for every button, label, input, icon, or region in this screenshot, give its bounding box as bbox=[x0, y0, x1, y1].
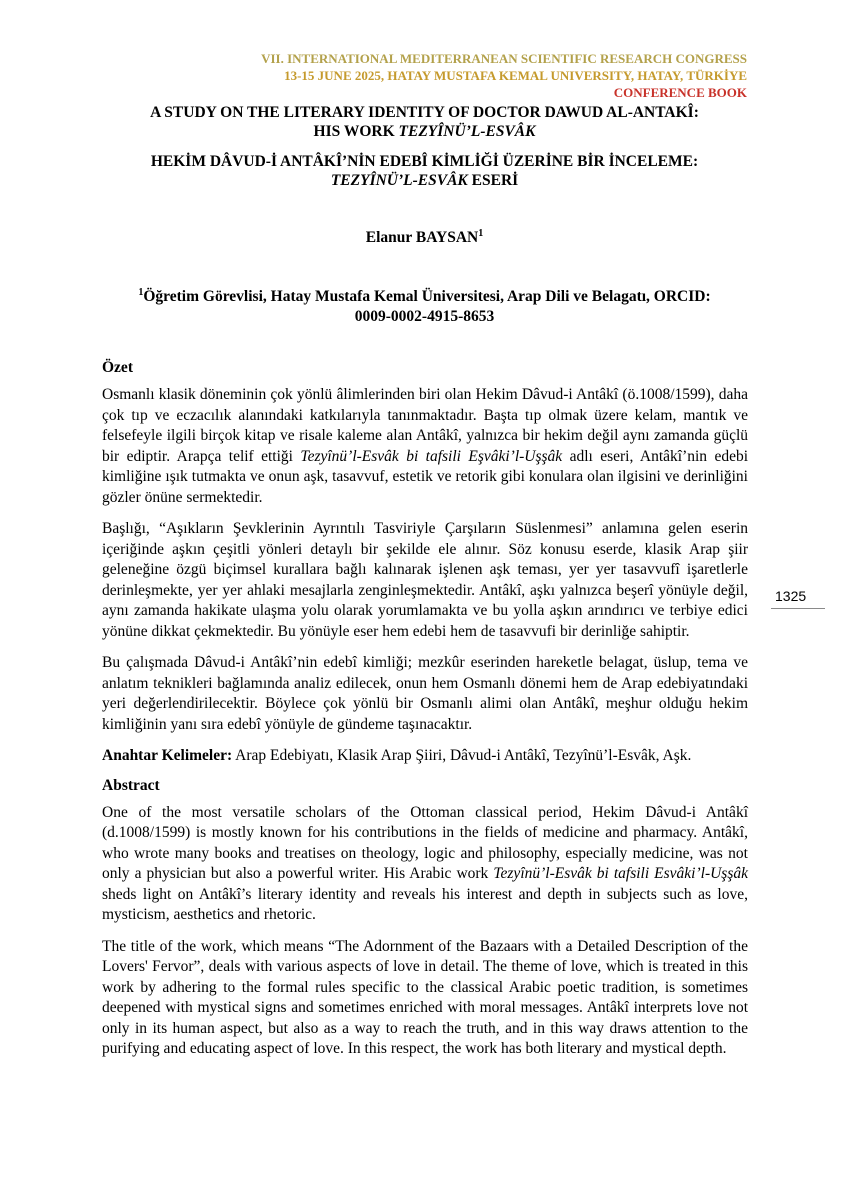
page-number: 1325 bbox=[771, 588, 825, 609]
affiliation-orcid: 0009-0002-4915-8653 bbox=[354, 308, 495, 325]
title-turkish bbox=[102, 152, 747, 190]
abstract-paragraph-2: The title of the work, which means “The Adornment of the Bazaars with a Detailed Description of the Lovers' Fervor”, deals with various aspects of love in detail. The theme of love, which is treated in this work by adhering to the formal rules specific to the classical Arabic poetic tradition, is sometimes deepened with mystical signs and sometimes enriched with moral messages. Antâkî interprets love not only in its human aspect, but also as a way to reach the truth, and in this way draws attention to the purifying and educating aspect of love. In this respect, the work has both literary and mystical depth. bbox=[102, 937, 748, 1057]
abstract-p1-a: One of the most versatile scholars of the Ottoman classical period, Hekim Dâvud-i Antâkî (d.1008/1599) is mostly known for his contributions in the fields of medicine and pharmacy. Antâkî, who wrote many books and treatises on theology, logic and philosophy, especially medicine, was not only a physician but also a powerful writer. His Arabic work bbox=[102, 803, 748, 882]
abstract-paragraph-1 bbox=[102, 803, 748, 926]
ozet-p1-a: Osmanlı klasik döneminin çok yönlü âlimlerinden biri olan Hekim Dâvud-i Antâkî (ö.1008/1599), daha çok tıp ve eczacılık alanındaki katkılarıyla tanınmaktadır. Başta tıp olmak üzere kelam, mantık ve felsefeyle ilgili birçok kitap ve risale kaleme alan Antâkî, yalnızca bir hekim değil aynı zamanda güçlü bir ediptir. Arapça telif ettiği bbox=[102, 386, 748, 465]
author-name: Elanur BAYSAN bbox=[365, 229, 479, 246]
keywords bbox=[102, 746, 748, 767]
abstract-heading: Abstract bbox=[102, 776, 160, 794]
affiliation-text: Öğretim Görevlisi, Hatay Mustafa Kemal Üniversitesi, Arap Dili ve Belagatı, ORCID: bbox=[143, 288, 711, 305]
keywords-list: Arap Edebiyatı, Klasik Arap Şiiri, Dâvud-i Antâkî, Tezyînü’l-Esvâk, Aşk. bbox=[232, 747, 692, 764]
ozet-heading: Özet bbox=[102, 359, 133, 376]
title-english-prefix: HIS WORK bbox=[313, 123, 399, 140]
title-english-work: TEZYÎNÜ’L-ESVÂK bbox=[398, 123, 536, 140]
author bbox=[102, 229, 747, 247]
affiliation-line1 bbox=[102, 287, 747, 307]
title-turkish-line2 bbox=[102, 171, 747, 190]
ozet-paragraph-1 bbox=[102, 385, 748, 508]
title-english-line2 bbox=[102, 122, 747, 141]
ozet-paragraph-3: Bu çalışmada Dâvud-i Antâkî’nin edebî kimliği; mezkûr eserinden hareketle belagat, üslup, tema ve anlatım teknikleri bağlamında analiz edilecek, onun hem Osmanlı dönemi hem de Arap edebiyatındaki yeri değerlendirilecektir. Böylece çok yönlü bir Osmanlı alimi olan Antâkî, meşhur olduğu hekim kimliğinin yanı sıra edebî yönüyle de gündeme taşınacaktır. bbox=[102, 654, 748, 733]
affiliation-sup: 1 bbox=[138, 286, 144, 298]
title-turkish-suffix: ESERİ bbox=[467, 172, 519, 189]
conference-book-label: CONFERENCE BOOK bbox=[613, 85, 747, 100]
ozet-p1-b: adlı eseri, Antâkî’nin edebi kimliğine ışık tutmakta ve onun aşk, tasavvuf, estetik ve retorik gibi konulara olan ilgisini ve derinliğini gözler önüne sermektedir. bbox=[102, 447, 749, 506]
abstract-p1-work: Tezyînü’l-Esvâk bi tafsili Esvâki’l-Uşşâk bbox=[493, 865, 749, 882]
conference-header bbox=[261, 50, 747, 101]
body-content bbox=[102, 358, 748, 1071]
keywords-label: Anahtar Kelimeler: bbox=[102, 747, 233, 764]
title-turkish-work: TEZYÎNÜ’L-ESVÂK bbox=[330, 172, 468, 189]
abstract-p1-b: sheds light on Antâkî’s literary identity and reveals his interest and depth in subjects such as love, mysticism, aesthetics and rhetoric. bbox=[102, 885, 748, 923]
affiliation bbox=[102, 287, 747, 327]
conference-date-venue: 13-15 JUNE 2025, HATAY MUSTAFA KEMAL UNIVERSITY, HATAY, TÜRKİYE bbox=[284, 68, 747, 83]
ozet-paragraph-2: Başlığı, “Aşıkların Şevklerinin Ayrıntılı Tasviriyle Çarşıların Süslenmesi” anlamına gelen eserin içeriğinde aşkın çeşitli yönleri detaylı bir şekilde ele alınır. Söz konusu eserde, klasik Arap şiir geleneğine özgü biçimsel kurallara bağlı kalınarak işlenen aşk teması, yer yer tasavvufî işaretlerle derinleşmekte, yer yer ahlaki mesajlarla zenginleşmektedir. Antâkî, aşkı yalnızca beşerî yönüyle değil, aynı zamanda hakikate ulaşma yolu olarak yorumlamakta ve bu yolla aşkın arındırıcı ve terbiye edici yönüne dikkat çekmektedir. Bu yönüyle eser hem edebi hem de tasavvufi bir derinliğe sahiptir. bbox=[102, 520, 748, 640]
title-english-line1: A STUDY ON THE LITERARY IDENTITY OF DOCTOR DAWUD AL-ANTAKÎ: bbox=[150, 104, 699, 121]
title-turkish-line1: HEKİM DÂVUD-İ ANTÂKÎ’NİN EDEBÎ KİMLİĞİ ÜZERİNE BİR İNCELEME: bbox=[150, 153, 699, 170]
conference-name: VII. INTERNATIONAL MEDITERRANEAN SCIENTIFIC RESEARCH CONGRESS bbox=[261, 51, 747, 66]
author-sup: 1 bbox=[478, 227, 484, 239]
paper-titles bbox=[102, 103, 747, 190]
ozet-p1-work: Tezyînü’l-Esvâk bi tafsili Eşvâki’l-Uşşâk bbox=[300, 447, 563, 465]
title-english bbox=[102, 103, 747, 141]
